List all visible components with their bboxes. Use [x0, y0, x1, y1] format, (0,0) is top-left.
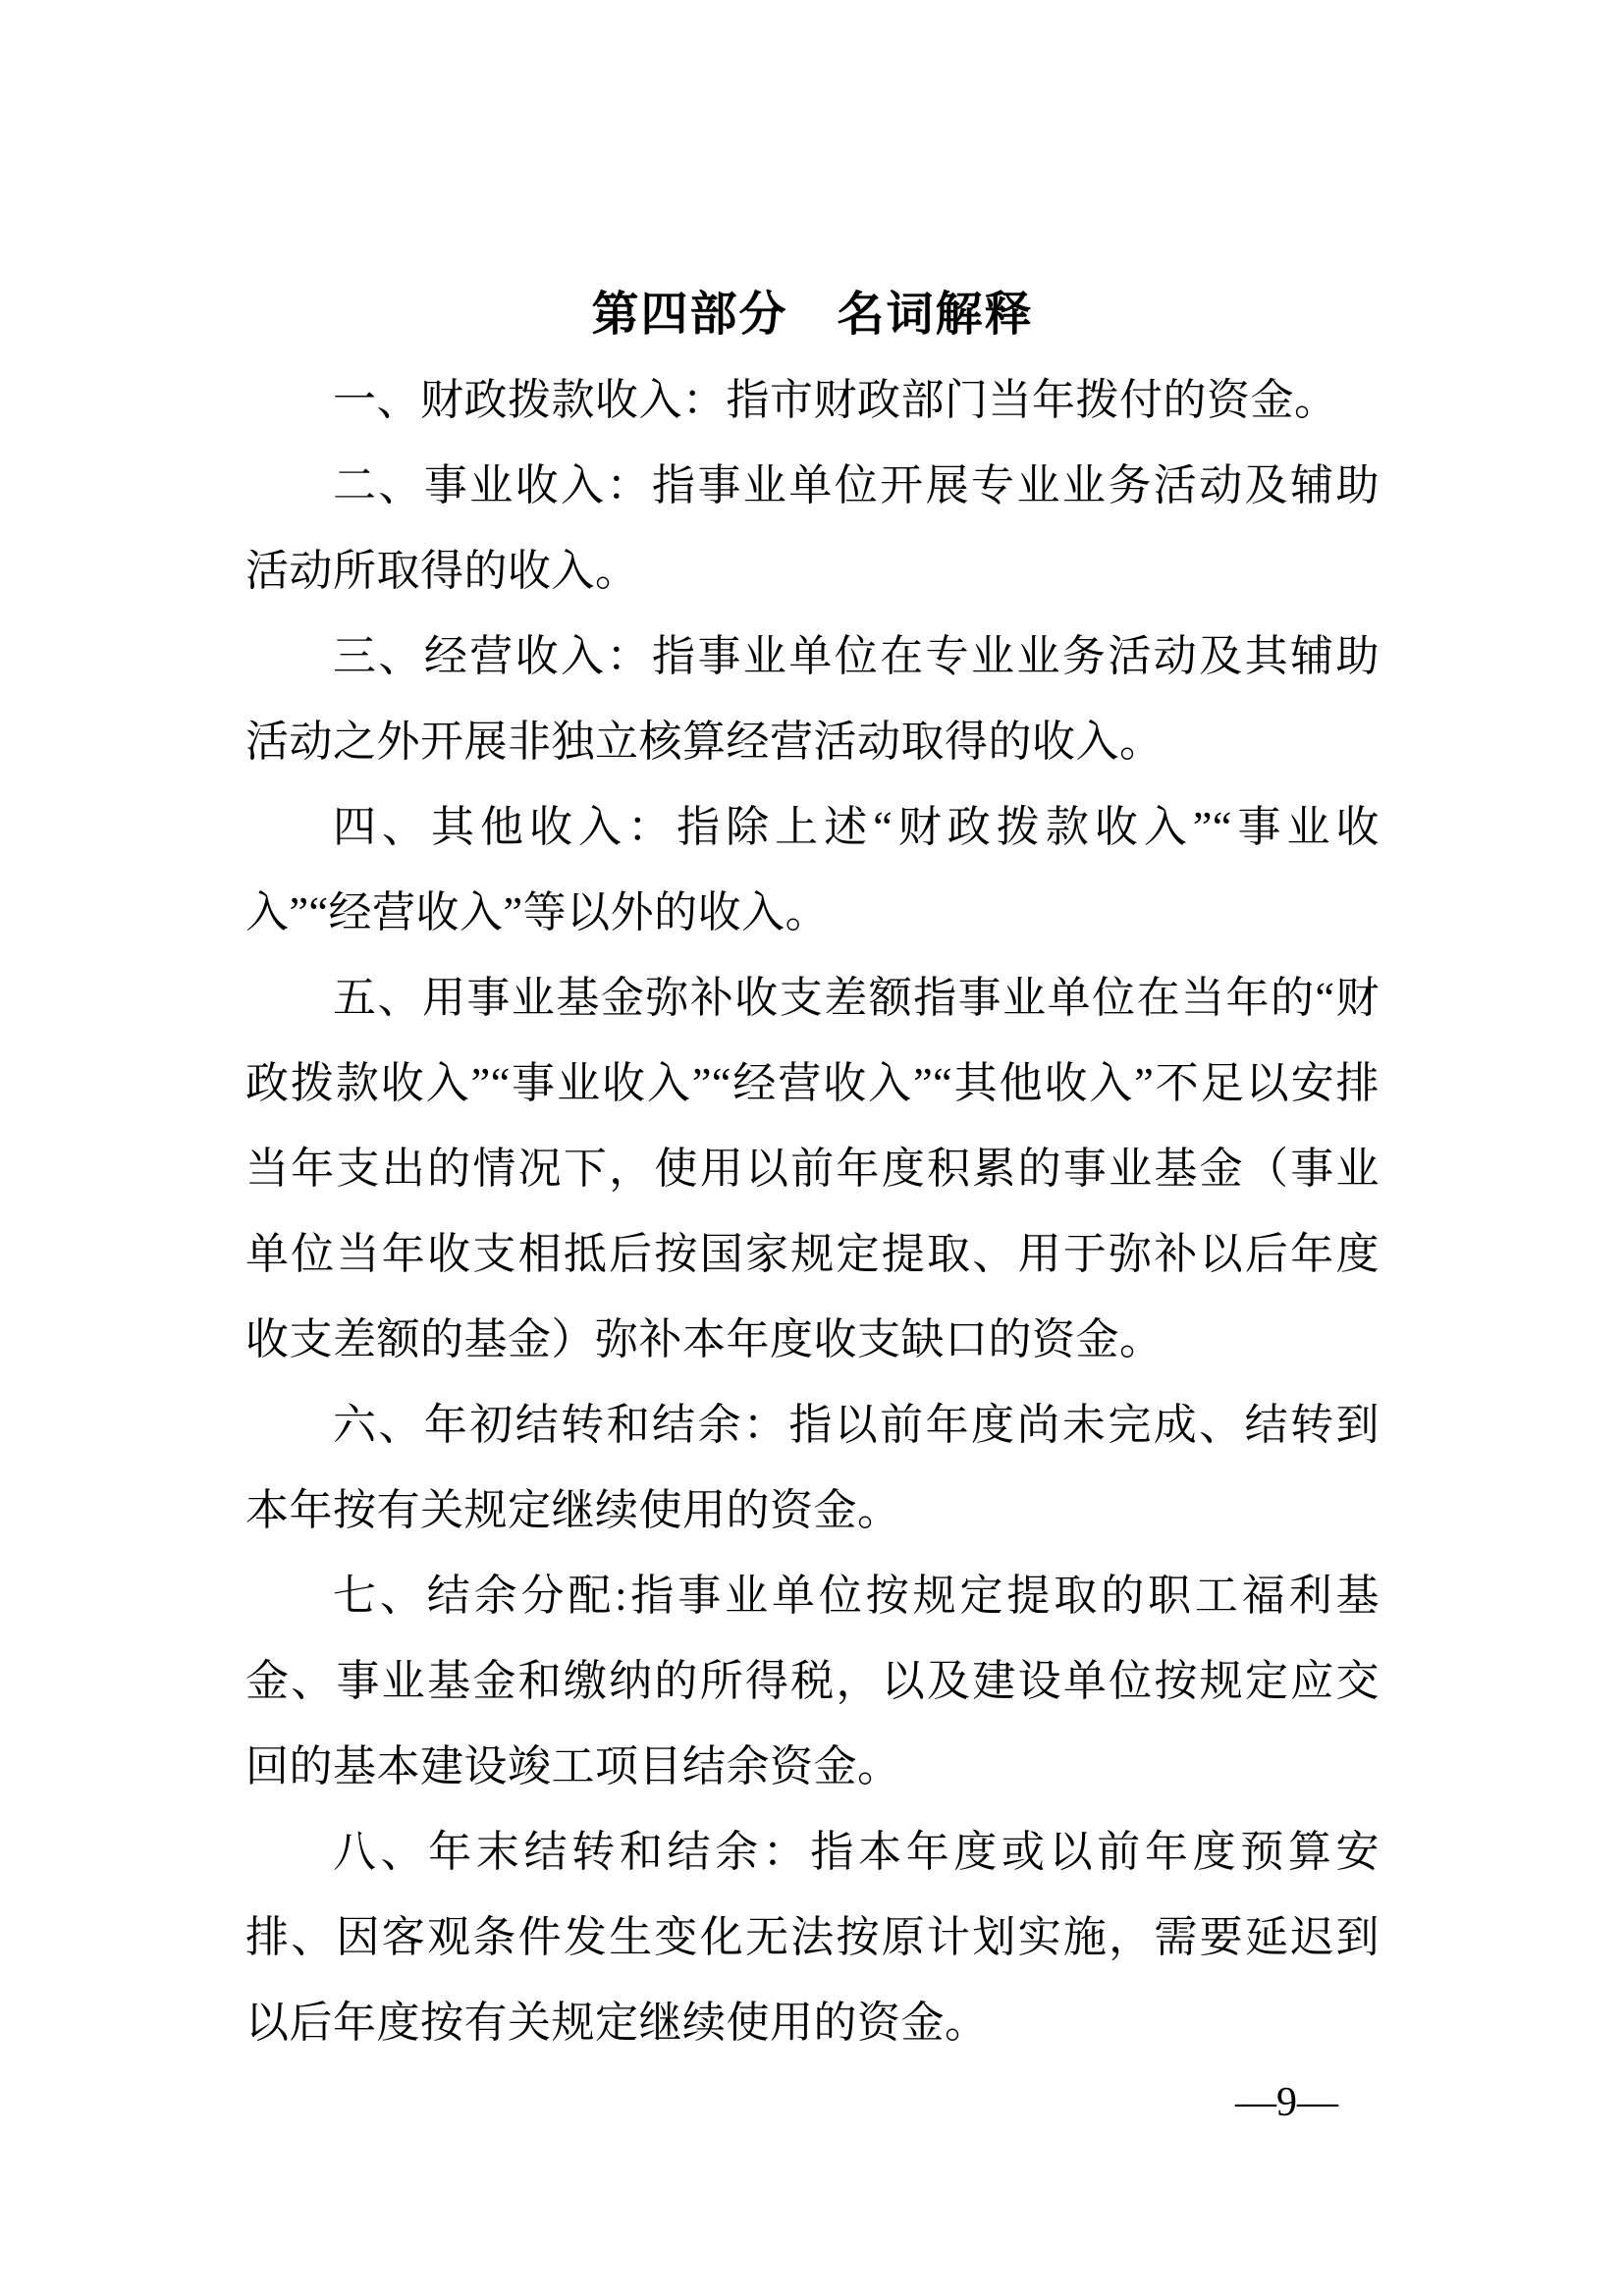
paragraph-3: 三、经营收入：指事业单位在专业业务活动及其辅助活动之外开展非独立核算经营活动取得的收入。 — [245, 632, 1380, 766]
page-number: —9— — [1235, 2080, 1338, 2125]
paragraph-1: 一、财政拨款收入：指市财政部门当年拨付的资金。 — [333, 376, 1338, 424]
paragraph-2: 二、事业收入：指事业单位开展专业业务活动及辅助活动所取得的收入。 — [245, 461, 1380, 595]
paragraph-5: 五、用事业基金弥补收支差额指事业单位在当年的“财政拨款收入”“事业收入”“经营收入”“其他收入”不足以安排当年支出的情况下，使用以前年度积累的事业基金（事业单位当年收支相抵后按国家规定提取、用于弥补以后年度收支差额的基金）弥补本年度收支缺口的资金。 — [245, 974, 1380, 1363]
section-title: 第四部分 名词解释 — [591, 289, 1034, 341]
paragraph-7: 七、结余分配:指事业单位按规定提取的职工福利基金、事业基金和缴纳的所得税，以及建设单位按规定应交回的基本建设竣工项目结余资金。 — [245, 1572, 1380, 1790]
paragraph-4: 四、其他收入：指除上述“财政拨款收入”“事业收入”“经营收入”等以外的收入。 — [245, 803, 1380, 936]
paragraph-8: 八、年末结转和结余：指本年度或以前年度预算安排、因客观条件发生变化无法按原计划实施，需要延迟到以后年度按有关规定继续使用的资金。 — [245, 1828, 1380, 2047]
paragraph-6: 六、年初结转和结余：指以前年度尚未完成、结转到本年按有关规定继续使用的资金。 — [245, 1401, 1380, 1534]
